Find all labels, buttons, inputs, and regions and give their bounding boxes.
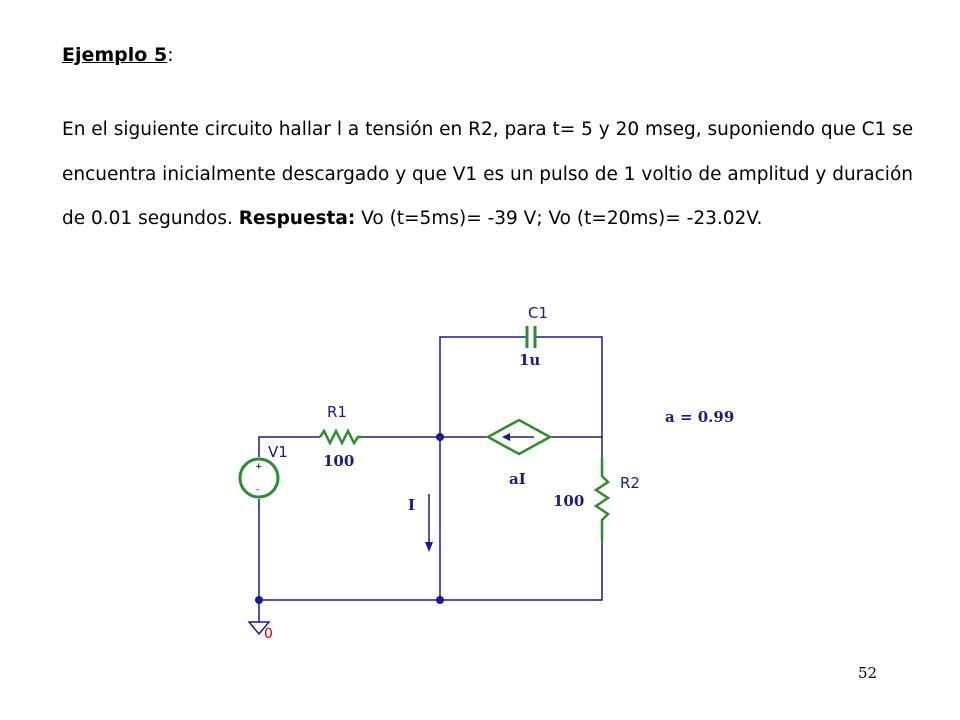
v1-plus-sign: + — [255, 462, 263, 472]
ground-label: 0 — [264, 626, 273, 642]
source-arrow-head — [502, 433, 510, 441]
current-indicator — [408, 494, 433, 552]
wire-c1-right — [535, 337, 602, 437]
r1-zigzag — [320, 431, 362, 443]
r2-resistor — [553, 458, 640, 540]
v1-source — [240, 443, 288, 497]
current-arrow-head — [425, 542, 433, 552]
answer-label: Respuesta: — [238, 208, 356, 229]
r1-label: R1 — [327, 403, 347, 421]
current-label: I — [408, 496, 416, 514]
page-number: 52 — [858, 664, 878, 682]
r1-resistor — [320, 403, 362, 470]
r1-value: 100 — [323, 452, 355, 470]
wires — [259, 337, 602, 622]
c1-label: C1 — [528, 304, 549, 322]
problem-text: En el siguiente circuito hallar l a tensión en R2, para t= 5 y 20 mseg, suponiendo que C1 se encuentra inicialmente descargado y que V1 es un pulso de 1 voltio de amplitud y duración de 0.01 segundos. — [62, 119, 914, 229]
wire-r2-bottom — [440, 540, 602, 600]
c1-value: 1u — [519, 351, 541, 369]
r2-label: R2 — [620, 474, 640, 492]
ground-icon — [249, 622, 273, 642]
node-top-middle — [436, 433, 444, 441]
source-label: aI — [509, 470, 526, 488]
node-bottom-middle — [436, 596, 444, 604]
example-title: Ejemplo 5 — [62, 44, 168, 66]
answer-text: Vo (t=5ms)= -39 V; Vo (t=20ms)= -23.02V. — [355, 208, 763, 229]
v1-minus-sign: - — [256, 485, 260, 495]
r2-value: 100 — [553, 492, 585, 510]
node-ground — [255, 596, 263, 604]
wire-bottom-left — [259, 499, 440, 600]
gain-label: a = 0.99 — [665, 408, 735, 426]
v1-label: V1 — [268, 443, 288, 461]
dependent-current-source — [488, 420, 550, 488]
r2-zigzag — [596, 458, 608, 540]
example-title-colon: : — [167, 44, 174, 66]
